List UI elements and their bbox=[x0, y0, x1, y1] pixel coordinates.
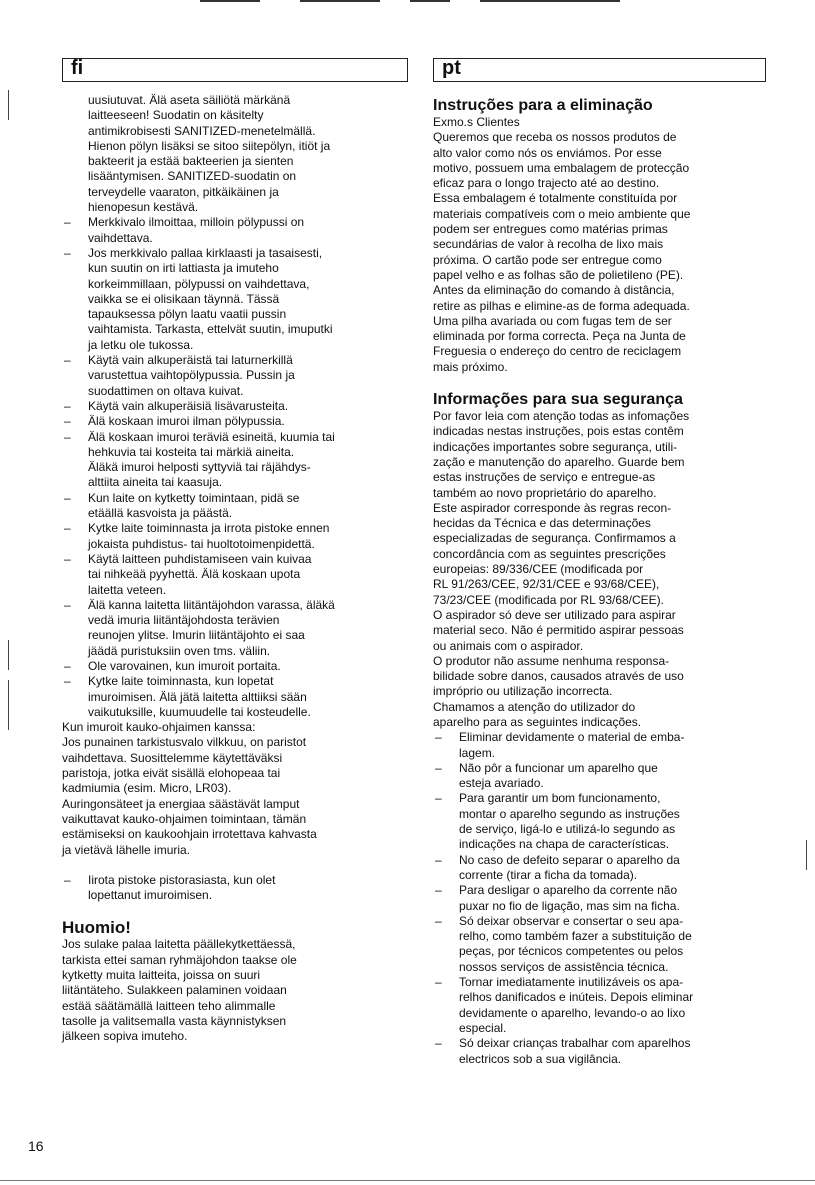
text-line: estää säätämällä laitteen teho alimmalle bbox=[62, 998, 276, 1013]
list-item bbox=[433, 761, 766, 792]
column-finnish bbox=[62, 93, 408, 1045]
list-item-line: etäällä kasvoista ja päästä. bbox=[88, 506, 233, 521]
list-item-line: reunojen ylitse. Imurin liitäntäjohto ei saa bbox=[88, 628, 305, 643]
list-item-line: Äläkä imuroi helposti syttyviä tai räjähdys- bbox=[88, 460, 311, 475]
list-item bbox=[62, 353, 408, 399]
list-item-line: – Käytä vain alkuperäisiä lisävarusteita. bbox=[88, 398, 289, 413]
fi-huomio-text bbox=[62, 937, 408, 1044]
fi-list-2 bbox=[62, 873, 408, 904]
list-item-line: varustettua vaihtopölypussia. Pussin ja bbox=[88, 368, 295, 383]
text-line: lisääntymisen. SANITIZED-suodatin on bbox=[88, 169, 297, 184]
list-item-line: – Ole varovainen, kun imuroit portaita. bbox=[88, 658, 281, 673]
text-line: especializadas de segurança. Confirmamos a bbox=[433, 531, 676, 546]
list-item bbox=[62, 873, 408, 904]
column-portuguese bbox=[433, 96, 766, 1067]
text-line: mais próximo. bbox=[433, 359, 508, 374]
page-number: 16 bbox=[28, 1138, 44, 1154]
text-line: Kun imuroit kauko-ohjaimen kanssa: bbox=[62, 720, 256, 735]
spacer bbox=[433, 375, 766, 390]
text-line: retire as pilhas e elimine-as de forma adequada. bbox=[433, 298, 690, 313]
list-item-line: peças, por técnicos competentes ou pelos bbox=[459, 944, 684, 959]
text-line: Antes da eliminação do comando à distância, bbox=[433, 283, 675, 298]
list-item-line: – Käytä vain alkuperäistä tai laturnerkillä bbox=[88, 353, 293, 368]
huomio-heading: Huomio! bbox=[62, 918, 131, 938]
spacer bbox=[62, 903, 408, 918]
list-item-line: lagem. bbox=[459, 745, 496, 760]
text-line: indicadas nestas instruções, pois estas contêm bbox=[433, 424, 684, 439]
text-line: hecidas da Técnica e das determinações bbox=[433, 516, 651, 531]
list-item-line: tai nihkeää pyyhettä. Älä koskaan upota bbox=[88, 567, 301, 582]
list-item bbox=[62, 674, 408, 720]
list-item-line: esteja avariado. bbox=[459, 776, 544, 791]
text-line: Uma pilha avariada ou com fugas tem de ser bbox=[433, 313, 672, 328]
text-line: Freguesia o endereço do centro de reciclagem bbox=[433, 344, 682, 359]
list-item-line: – No caso de defeito separar o aparelho da bbox=[459, 852, 680, 867]
text-line: papel velho e as folhas são de polietileno (PE). bbox=[433, 267, 684, 282]
text-line: Queremos que receba os nossos produtos de bbox=[433, 130, 677, 145]
spacer bbox=[62, 858, 408, 873]
list-item-line: vaikutuksille, kuumuudelle tai kosteudelle. bbox=[88, 704, 311, 719]
text-line: europeias: 89/336/CEE (modificada por bbox=[433, 562, 644, 577]
list-item-line: hehkuvia tai kosteita tai märkiä aineita. bbox=[88, 444, 295, 459]
list-item-line: corrente (tirar a ficha da tomada). bbox=[459, 867, 638, 882]
margin-mark bbox=[806, 840, 807, 870]
text-line: vaihdettava. Suosittelemme käytettäväksi bbox=[62, 750, 283, 765]
text-line: Essa embalagem é totalmente constituída por bbox=[433, 191, 678, 206]
language-code-fi: fi bbox=[71, 57, 84, 79]
text-line: Auringonsäteet ja energiaa säästävät lamput bbox=[62, 796, 300, 811]
safety-heading: Informações para sua segurança bbox=[433, 391, 683, 409]
list-item-line: – Para desligar o aparelho da corrente não bbox=[459, 883, 678, 898]
list-item bbox=[62, 215, 408, 246]
list-item-line: – Só deixar crianças trabalhar com aparelhos bbox=[459, 1036, 691, 1051]
list-item bbox=[433, 975, 766, 1036]
top-rule bbox=[480, 0, 620, 2]
top-rule bbox=[300, 0, 380, 2]
pt-safety-list bbox=[433, 730, 766, 1067]
list-item-line: montar o aparelho segundo as instruções bbox=[459, 806, 680, 821]
text-line: kadmiumia (esim. Micro, LR03). bbox=[62, 781, 232, 796]
text-line: também ao novo proprietário do aparelho. bbox=[433, 485, 657, 500]
text-line: hienopesun kestävä. bbox=[88, 200, 199, 215]
list-item-line: jäädä puristuksiin oven tms. väliin. bbox=[88, 643, 271, 658]
margin-mark bbox=[8, 680, 9, 730]
language-code-pt: pt bbox=[442, 57, 461, 79]
text-line: alto valor como nós os enviámos. Por esse bbox=[433, 145, 662, 160]
text-line: liitäntäteho. Sulakkeen palaminen voidaan bbox=[62, 983, 287, 998]
list-item-line: – Kytke laite toiminnasta, kun lopetat bbox=[88, 674, 274, 689]
list-item-line: nossos serviços de assistência técnica. bbox=[459, 959, 669, 974]
list-item-line: especial. bbox=[459, 1020, 507, 1035]
list-item-line: indicações na chapa de características. bbox=[459, 837, 670, 852]
list-item-line: puxar no fio de ligação, mas sim na ficha. bbox=[459, 898, 680, 913]
list-item-line: korkeimmillaan, pölypussi on vaihdettava, bbox=[88, 276, 310, 291]
list-item-line: relhos danificados e inúteis. Depois eliminar bbox=[459, 990, 694, 1005]
list-item-line: – Jos merkkivalo pallaa kirklaasti ja tasaisesti, bbox=[88, 245, 323, 260]
text-line: eliminada por forma correcta. Peça na Junta de bbox=[433, 329, 686, 344]
bottom-rule bbox=[0, 1180, 815, 1181]
text-line: laitteeseen! Suodatin on käsitelty bbox=[88, 108, 264, 123]
list-item bbox=[433, 791, 766, 852]
text-line: bakteerit ja estää bakteerien ja sienten bbox=[88, 154, 294, 169]
text-line: material seco. Não é permitido aspirar pessoas bbox=[433, 623, 684, 638]
list-item-line: – Eliminar devidamente o material de emba- bbox=[459, 730, 685, 745]
list-item-line: – Kun laite on kytketty toimintaan, pidä se bbox=[88, 490, 300, 505]
language-box-fi bbox=[62, 58, 408, 82]
list-item bbox=[62, 598, 408, 659]
list-item-line: ja letku ole tukossa. bbox=[88, 337, 194, 352]
list-item bbox=[62, 246, 408, 353]
top-rule bbox=[410, 0, 450, 2]
list-item bbox=[62, 659, 408, 674]
text-line: Jos sulake palaa laitetta päällekytkettäessä, bbox=[62, 937, 296, 952]
text-line: terveydelle vaaraton, pitkäikäinen ja bbox=[88, 184, 279, 199]
list-item-line: – Não pôr a funcionar um aparelho que bbox=[459, 760, 658, 775]
list-item-line: devidamente o aparelho, levando-o ao lixo bbox=[459, 1005, 686, 1020]
list-item-line: – Para garantir um bom funcionamento, bbox=[459, 791, 661, 806]
text-line: ja vietävä lähelle imuria. bbox=[62, 842, 191, 857]
list-item-line: vaihtamista. Tarkasta, ettelvät suutin, imuputki bbox=[88, 322, 333, 337]
list-item bbox=[433, 883, 766, 914]
list-item bbox=[433, 730, 766, 761]
text-line: impróprio ou utilização incorrecta. bbox=[433, 684, 613, 699]
text-line: uusiutuvat. Älä aseta säiliötä märkänä bbox=[88, 93, 291, 107]
list-item-line: – Merkkivalo ilmoittaa, milloin pölypussi on bbox=[88, 215, 305, 230]
list-item-line: de serviço, ligá-lo e utilizá-lo segundo as bbox=[459, 822, 676, 837]
list-item-line: – Tornar imediatamente inutilizáveis os apa- bbox=[459, 975, 684, 990]
text-line: motivo, possuem uma embalagem de protecção bbox=[433, 160, 690, 175]
list-item-line: – Älä koskaan imuroi teräviä esineitä, kuumia tai bbox=[88, 429, 335, 444]
text-line: Este aspirador corresponde às regras recon- bbox=[433, 500, 672, 515]
text-line: zação e manutenção do aparelho. Guarde bem bbox=[433, 454, 685, 469]
text-line: tarkista ettei saman ryhmäjohdon taakse ole bbox=[62, 952, 297, 967]
fi-list-1 bbox=[62, 215, 408, 720]
text-line: kytketty muita laitteita, joissa on suuri bbox=[62, 968, 261, 983]
text-line: tasolle ja valitsemalla vasta käynnistyksen bbox=[62, 1013, 287, 1028]
pt-disposal-text bbox=[433, 115, 766, 375]
list-item-line: – Älä kanna laitetta liitäntäjohdon varassa, äläkä bbox=[88, 597, 335, 612]
list-item-line: – Só deixar observar e consertar o seu apa- bbox=[459, 913, 684, 928]
list-item bbox=[62, 430, 408, 491]
disposal-heading: Instruções para a eliminação bbox=[433, 97, 653, 114]
text-line: estämiseksi on kaukoohjain irrotettava kahvasta bbox=[62, 827, 317, 842]
list-item-line: – Älä koskaan imuroi ilman pölypussia. bbox=[88, 414, 285, 429]
margin-mark bbox=[8, 90, 9, 120]
list-item-line: tapauksessa pölyn laatu vaatii pussin bbox=[88, 307, 287, 322]
text-line: antimikrobisesti SANITIZED-menetelmällä. bbox=[88, 123, 316, 138]
text-line: RL 91/263/CEE, 92/31/CEE e 93/68/CEE), bbox=[433, 577, 660, 592]
text-line: O produtor não assume nenhuma responsa- bbox=[433, 653, 670, 668]
fi-intro bbox=[62, 93, 408, 215]
text-line: Exmo.s Clientes bbox=[433, 115, 520, 129]
text-line: eficaz para o longo trajecto até ao destino. bbox=[433, 176, 660, 191]
text-line: 73/23/CEE (modificada por RL 93/68/CEE). bbox=[433, 592, 665, 607]
list-item bbox=[433, 1036, 766, 1067]
list-item-line: laitetta veteen. bbox=[88, 582, 167, 597]
margin-mark bbox=[8, 640, 9, 670]
list-item bbox=[62, 399, 408, 414]
list-item bbox=[433, 853, 766, 884]
list-item-line: alttiita aineita tai kaasuja. bbox=[88, 475, 223, 490]
text-line: jälkeen sopiva imuteho. bbox=[62, 1029, 188, 1044]
text-line: vaikuttavat kauko-ohjaimen toimintaan, tämän bbox=[62, 811, 307, 826]
text-line: aparelho para as seguintes indicações. bbox=[433, 714, 642, 729]
list-item bbox=[62, 521, 408, 552]
list-item-line: lopettanut imuroimisen. bbox=[88, 888, 213, 903]
text-line: bilidade sobre danos, causados através de uso bbox=[433, 669, 684, 684]
text-line: Jos punainen tarkistusvalo vilkkuu, on paristot bbox=[62, 735, 307, 750]
text-line: ou animais com o aspirador. bbox=[433, 638, 584, 653]
top-rule bbox=[200, 0, 260, 2]
list-item-line: kun suutin on irti lattiasta ja imuteho bbox=[88, 261, 279, 276]
list-item-line: relho, como também fazer a substituição de bbox=[459, 929, 692, 944]
text-line: estas instruções de serviço e entregue-as bbox=[433, 470, 656, 485]
list-item bbox=[62, 552, 408, 598]
list-item-line: suodattimen on oltava kuivat. bbox=[88, 383, 244, 398]
text-line: materiais compatíveis com o meio ambiente que bbox=[433, 206, 691, 221]
text-line: O aspirador só deve ser utilizado para aspirar bbox=[433, 607, 676, 622]
list-item-line: imuroimisen. Älä jätä laitetta alttiiksi sään bbox=[88, 689, 307, 704]
list-item-line: vedä imuria liitäntäjohdosta terävien bbox=[88, 613, 280, 628]
list-item-line: vaihdettava. bbox=[88, 230, 153, 245]
text-line: indicações importantes sobre segurança, utili- bbox=[433, 439, 678, 454]
text-line: secundárias de valor à recolha de lixo mais bbox=[433, 237, 664, 252]
list-item-line: electricos sob a sua vigilância. bbox=[459, 1051, 622, 1066]
pt-safety-text bbox=[433, 409, 766, 730]
text-line: concordância com as seguintes prescrições bbox=[433, 546, 666, 561]
list-item bbox=[62, 414, 408, 429]
text-line: Por favor leia com atenção todas as infomações bbox=[433, 409, 690, 424]
list-item bbox=[62, 491, 408, 522]
list-item-line: – Kytke laite toiminnasta ja irrota pistoke ennen bbox=[88, 521, 330, 536]
text-line: podem ser entregues como matérias primas bbox=[433, 222, 668, 237]
list-item-line: jokaista puhdistus- tai huoltotoimenpidettä. bbox=[88, 536, 315, 551]
fi-remote-section bbox=[62, 720, 408, 858]
list-item-line: – Käytä laitteen puhdistamiseen vain kuivaa bbox=[88, 551, 312, 566]
list-item-line: – Iirota pistoke pistorasiasta, kun olet bbox=[88, 872, 276, 887]
text-line: Hienon pölyn lisäksi se sitoo siitepölyn, itiöt ja bbox=[88, 138, 331, 153]
list-item bbox=[433, 914, 766, 975]
text-line: próxima. O cartão pode ser entregue como bbox=[433, 252, 662, 267]
language-box-pt bbox=[433, 58, 766, 82]
text-line: Chamamos a atenção do utilizador do bbox=[433, 699, 636, 714]
list-item-line: vaikka se ei olisikaan täynnä. Tässä bbox=[88, 291, 280, 306]
text-line: paristoja, jotka eivät sisällä elohopeaa tai bbox=[62, 766, 281, 781]
